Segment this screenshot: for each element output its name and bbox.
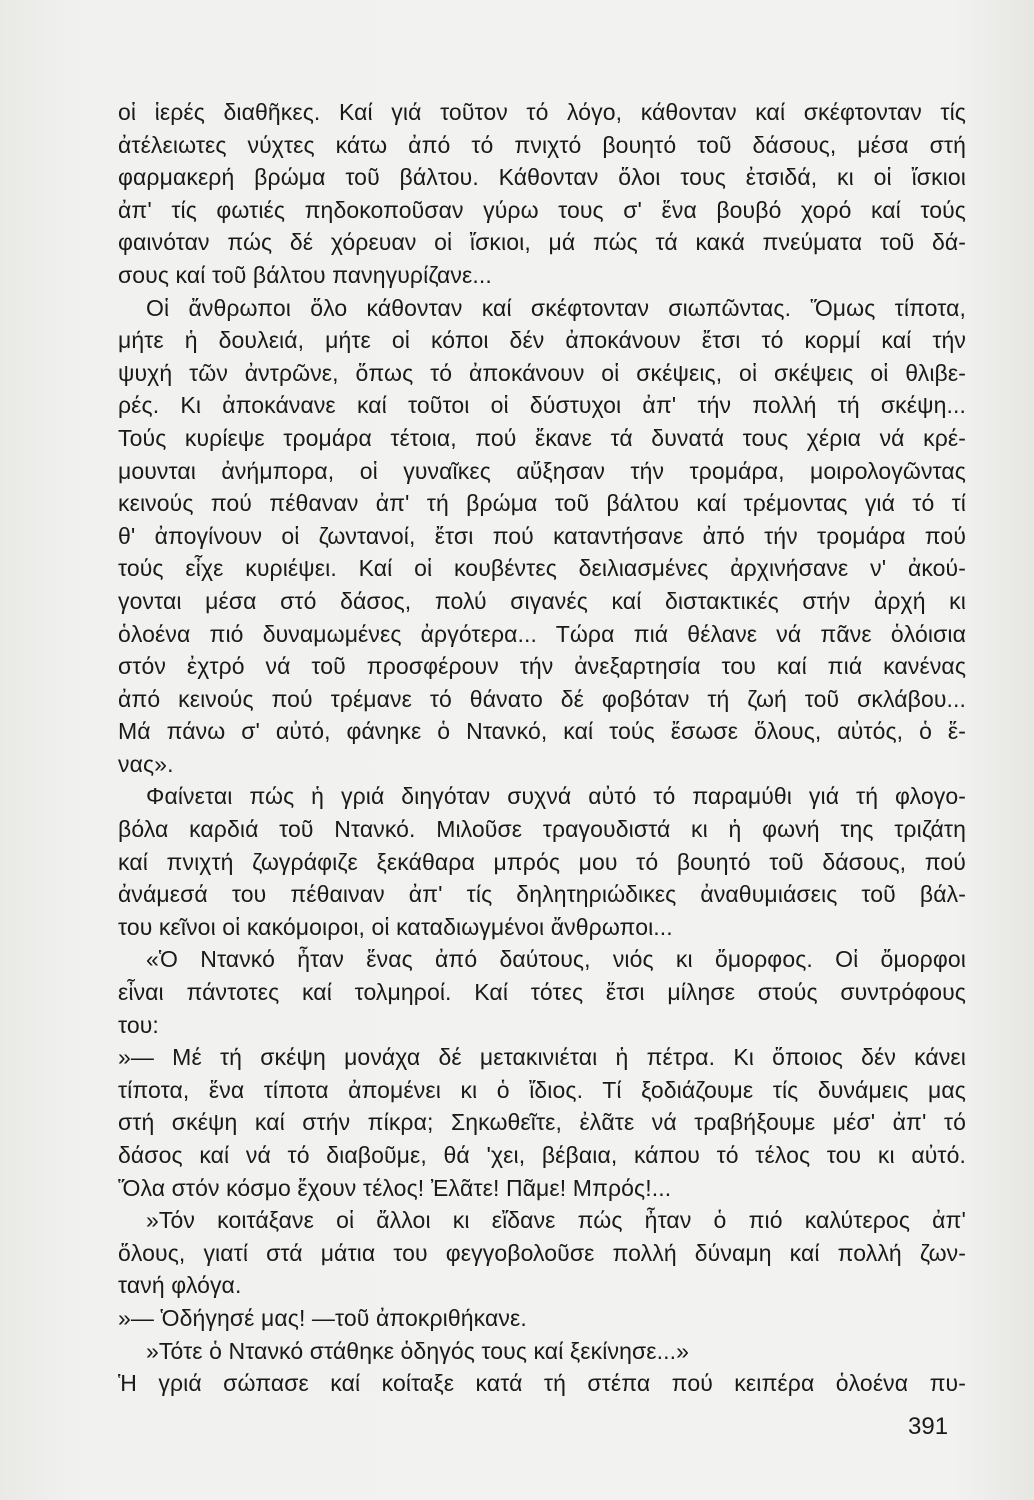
text-line: Φαίνεται πώς ἡ γριά διηγόταν συχνά αὐτό τό παραμύθι γιά τή φλογο- <box>146 783 966 810</box>
text-line: ἀτέλειωτες νύχτες κάτω ἀπό τό πνιχτό βουητό τοῦ δάσους, μέσα στή <box>118 131 966 158</box>
text-line: »— Μέ τή σκέψη μονάχα δέ μετακινιέται ἡ πέτρα. Κι ὅποιος δέν κάνει <box>118 1044 966 1071</box>
text-line: φαρμακερή βρώμα τοῦ βάλτου. Κάθονταν ὅλοι τους ἐτσιδά, κι οἱ ἴσκιοι <box>118 164 966 191</box>
text-line: δάσος καί νά τό διαβοῦμε, θά 'χει, βέβαια, κάπου τό τέλος του κι αὐτό. <box>118 1142 966 1168</box>
text-line: τανή φλόγα. <box>118 1272 242 1299</box>
text-line: ἀπό κεινούς πού τρέμανε τό θάνατο δέ φοβόταν τή ζωή τοῦ σκλάβου... <box>118 685 966 712</box>
text-line: ὅλους, γιατί στά μάτια του φεγγοβολοῦσε πολλή δύναμη καί πολλή ζων- <box>118 1239 966 1266</box>
text-line: Οἱ ἄνθρωποι ὅλο κάθονταν καί σκέφτονταν σιωπῶντας. Ὅμως τίποτα, <box>146 294 966 321</box>
text-line: Ὅλα στόν κόσμο ἔχουν τέλος! Ἐλᾶτε! Πᾶμε! Μπρός!... <box>118 1174 672 1201</box>
text-line: τούς εἶχε κυριέψει. Καί οἱ κουβέντες δειλιασμένες ἀρχινήσανε ν' ἀκού- <box>118 555 966 582</box>
text-line: »— Ὁδήγησέ μας! —τοῦ ἀποκριθήκανε. <box>118 1304 527 1331</box>
text-line: στή σκέψη καί στήν πίκρα; Σηκωθεῖτε, ἐλᾶτε νά τραβήξουμε μέσ' ἀπ' τό <box>118 1109 966 1136</box>
text-line: νας». <box>118 750 174 777</box>
text-line: »Τόν κοιτάξανε οἱ ἄλλοι κι εἴδανε πώς ἦταν ὁ πιό καλύτερος ἀπ' <box>146 1207 966 1234</box>
text-line: θ' ἀπογίνουν οἱ ζωντανοί, ἔτσι πού καταντήσανε ἀπό τήν τρομάρα πού <box>118 522 966 549</box>
text-line: ἀπ' τίς φωτιές πηδοκοποῦσαν γύρω τους σ' ἕνα βουβό χορό καί τούς <box>118 196 966 223</box>
text-line: ρές. Κι ἀποκάνανε καί τοῦτοι οἱ δύστυχοι ἀπ' τήν πολλή τή σκέψη... <box>118 392 966 419</box>
text-line: Ἡ γριά σώπασε καί κοίταξε κατά τή στέπα πού κειπέρα ὁλοένα πυ- <box>118 1370 966 1397</box>
text-line: »Τότε ὁ Ντανκό στάθηκε ὁδηγός τους καί ξεκίνησε...» <box>146 1337 689 1364</box>
text-line: οἱ ἱερές διαθῆκες. Καί γιά τοῦτον τό λόγο, κάθονταν καί σκέφτονταν τίς <box>118 99 966 125</box>
text-line: ψυχή τῶν ἀντρῶνε, ὅπως τό ἀποκάνουν οἱ σκέψεις, οἱ σκέψεις οἱ θλιβε- <box>118 359 966 386</box>
text-line: γονται μέσα στό δάσος, πολύ σιγανές καί διστακτικές στήν ἀρχή κι <box>118 587 966 614</box>
text-line: Τούς κυρίεψε τρομάρα τέτοια, πού ἔκανε τά δυνατά τους χέρια νά κρέ- <box>118 424 966 451</box>
page-number: 391 <box>908 1413 949 1440</box>
text-line: σους καί τοῦ βάλτου πανηγυρίζανε... <box>118 261 492 288</box>
text-line: στόν ἐχτρό νά τοῦ προσφέρουν τήν ἀνεξαρτησία του καί πιά κανένας <box>118 653 966 680</box>
text-line: του κεῖνοι οἱ κακόμοιροι, οἱ καταδιωγμένοι ἄνθρωποι... <box>118 913 673 940</box>
text-line: ὁλοένα πιό δυναμωμένες ἀργότερα... Τώρα πιά θέλανε νά πᾶνε ὁλόισια <box>118 620 966 647</box>
text-line: τίποτα, ἕνα τίποτα ἀπομένει κι ὁ ἴδιος. Τί ξοδιάζουμε τίς δυνάμεις μας <box>118 1076 966 1103</box>
text-line: φαινόταν πώς δέ χόρευαν οἱ ἴσκιοι, μά πώς τά κακά πνεύματα τοῦ δά- <box>118 229 966 256</box>
text-line: Μά πάνω σ' αὐτό, φάνηκε ὁ Ντανκό, καί τούς ἔσωσε ὅλους, αὐτός, ὁ ἕ- <box>118 718 966 745</box>
text-line: του: <box>118 1011 159 1038</box>
body-text <box>118 96 966 1400</box>
text-line: ἀνάμεσά του πέθαιναν ἀπ' τίς δηλητηριώδικες ἀναθυμιάσεις τοῦ βάλ- <box>118 881 966 908</box>
text-line: μουνται ἀνήμπορα, οἱ γυναῖκες αὔξησαν τήν τρομάρα, μοιρολογῶντας <box>118 457 966 484</box>
text-line: κεινούς πού πέθαναν ἀπ' τή βρώμα τοῦ βάλτου καί τρέμοντας γιά τό τί <box>118 490 966 517</box>
text-line: «Ὁ Ντανκό ἦταν ἕνας ἀπό δαύτους, νιός κι ὄμορφος. Οἱ ὄμορφοι <box>146 946 966 973</box>
text-line: εἶναι πάντοτες καί τολμηροί. Καί τότες ἔτσι μίλησε στούς συντρόφους <box>118 979 966 1006</box>
text-line: καί πνιχτή ζωγράφιζε ξεκάθαρα μπρός μου τό βουητό τοῦ δάσους, πού <box>118 848 966 875</box>
text-line: βόλα καρδιά τοῦ Ντανκό. Μιλοῦσε τραγουδιστά κι ἡ φωνή της τριζάτη <box>118 816 966 843</box>
text-line: μήτε ἡ δουλειά, μήτε οἱ κόποι δέν ἀποκάνουν ἔτσι τό κορμί καί τήν <box>118 327 966 354</box>
